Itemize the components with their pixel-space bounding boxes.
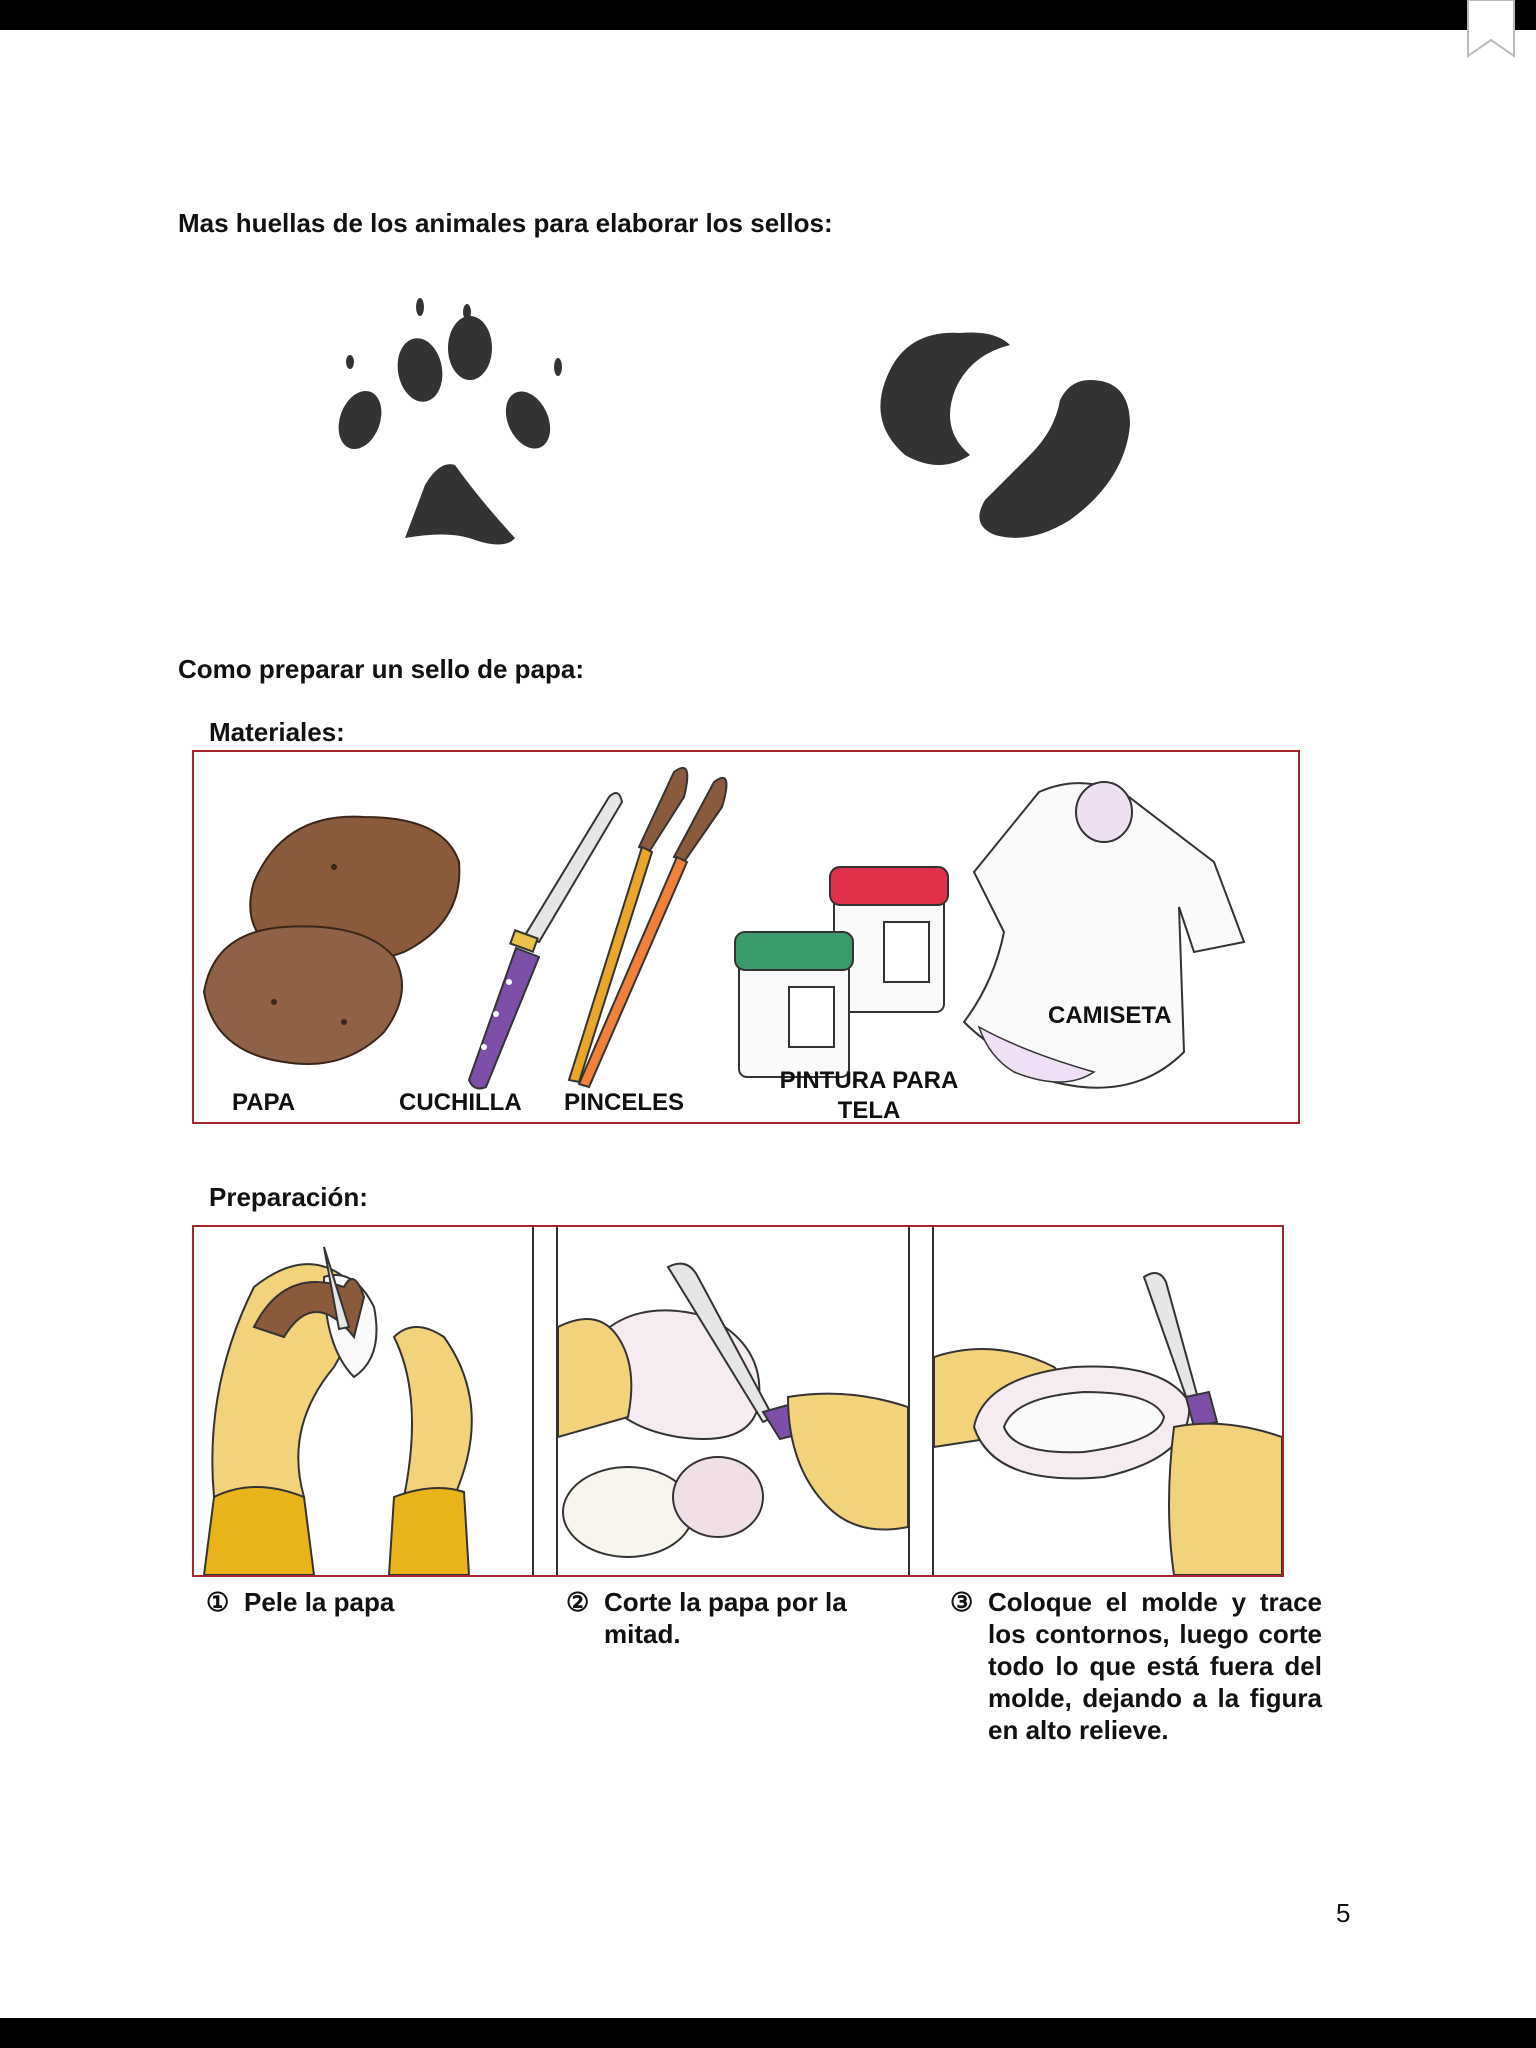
step-number: ① <box>206 1587 230 1617</box>
step-number: ② <box>566 1587 590 1617</box>
panel-divider <box>908 1227 934 1575</box>
tshirt-icon <box>964 782 1244 1088</box>
panel-divider <box>532 1227 558 1575</box>
step2-illustration <box>558 1227 908 1575</box>
stamp-heading: Como preparar un sello de papa: <box>178 654 584 684</box>
label-papa: PAPA <box>232 1089 296 1116</box>
preparation-panel <box>192 1225 1284 1577</box>
bookmark-icon[interactable] <box>1466 0 1516 60</box>
footprints-heading: Mas huellas de los animales para elaborar los sellos: <box>178 208 833 238</box>
step1-illustration <box>194 1227 532 1575</box>
step-text: Pele la papa <box>244 1587 395 1617</box>
potato-icon <box>204 817 459 1064</box>
label-camiseta: CAMISETA <box>1048 1002 1172 1029</box>
fabric-paint-icon <box>735 867 948 1077</box>
step-2 <box>566 1586 886 1656</box>
step-3 <box>950 1586 1326 1756</box>
paw-print-icon <box>331 298 562 545</box>
label-cuchilla: CUCHILLA <box>399 1089 522 1116</box>
paintbrush-icon <box>569 768 727 1087</box>
label-pintura-line2: TELA <box>837 1097 901 1124</box>
step-text: Corte la papa por la mitad. <box>604 1587 847 1649</box>
step-number: ③ <box>950 1587 974 1617</box>
materials-illustration <box>194 752 1298 1122</box>
materials-title: Materiales: <box>209 717 345 747</box>
materials-panel <box>192 750 1300 1124</box>
bottom-bar <box>0 2018 1536 2048</box>
label-pinceles: PINCELES <box>564 1089 685 1116</box>
step-1 <box>206 1586 526 1626</box>
animal-footprints-image <box>330 270 1190 560</box>
step3-illustration <box>934 1227 1282 1575</box>
label-pintura <box>774 1066 964 1126</box>
label-pintura-line1: PINTURA PARA <box>779 1067 959 1094</box>
preparation-title: Preparación: <box>209 1182 368 1212</box>
step-text: Coloque el molde y trace los contornos, luego corte todo lo que está fuera del molde, dejando a la figura en alto relieve. <box>988 1587 1322 1745</box>
top-bar <box>0 0 1536 30</box>
page-number: 5 <box>1336 1898 1351 1928</box>
hoof-print-icon <box>880 333 1130 538</box>
